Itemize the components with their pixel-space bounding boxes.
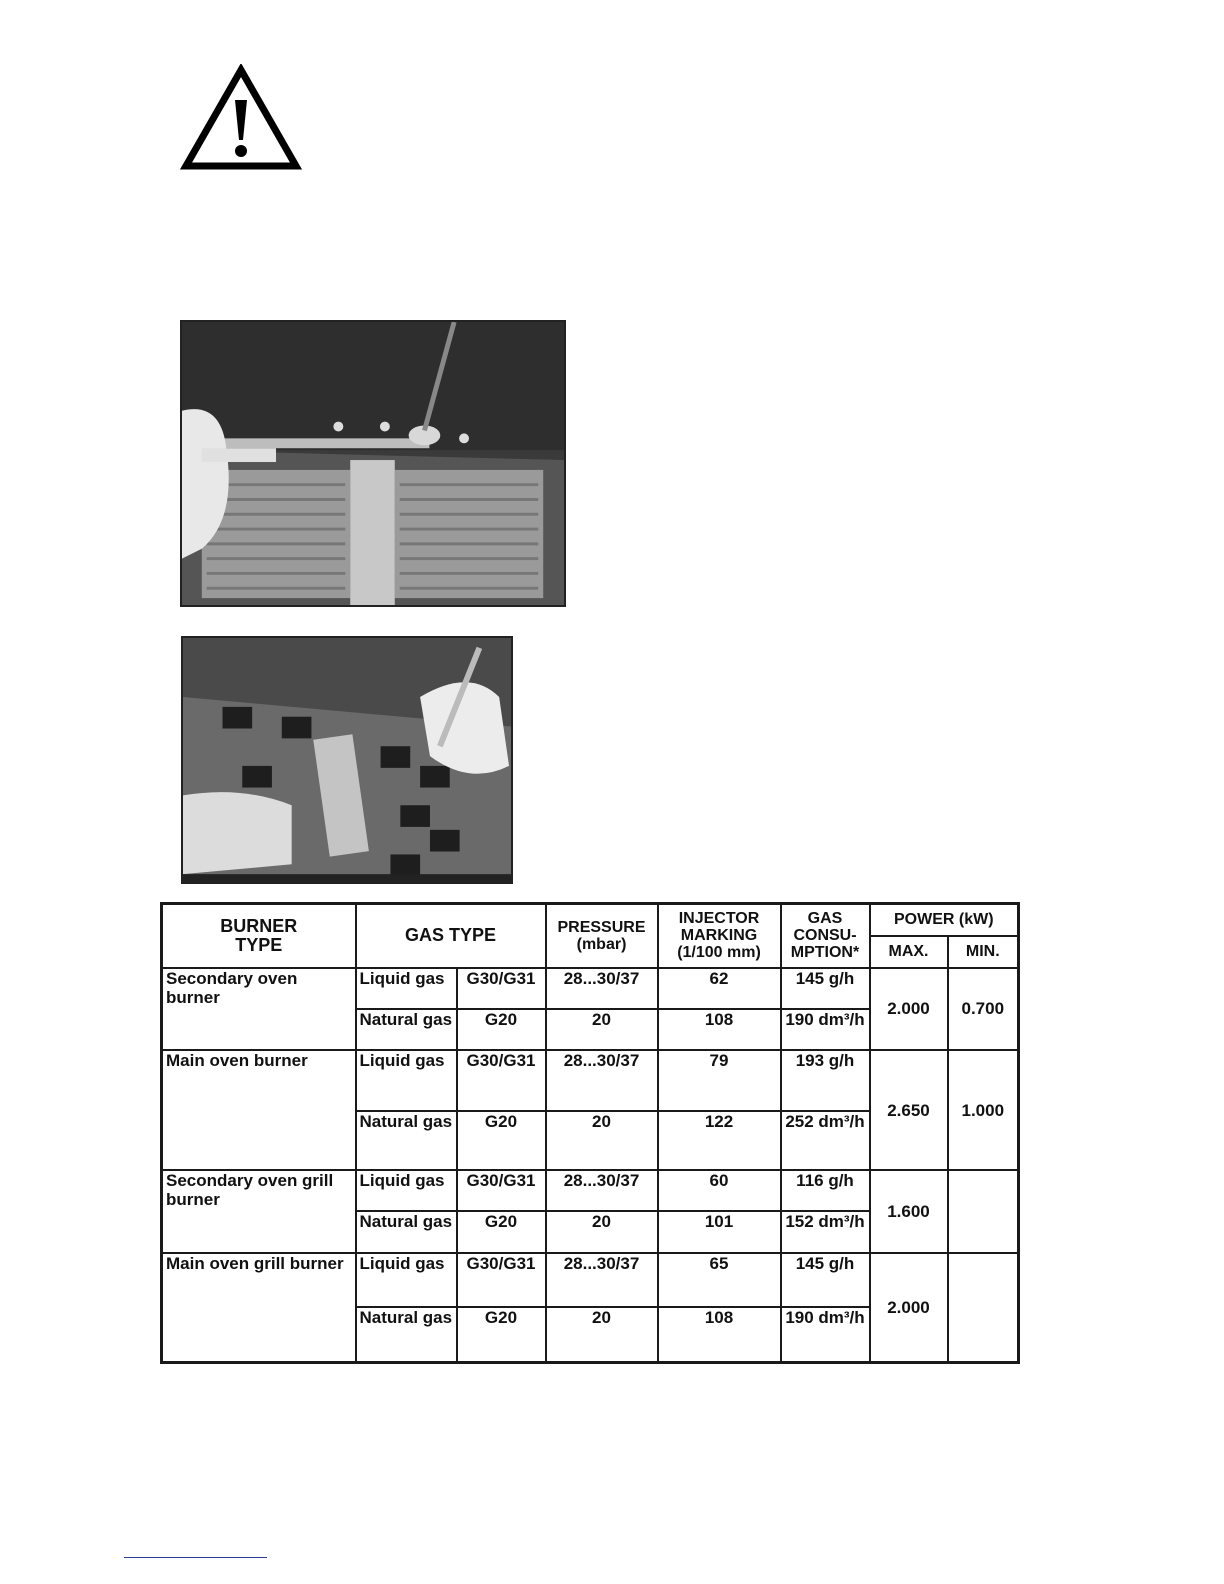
footnote-divider (124, 1557, 267, 1558)
gas-code-cell: G20 (457, 1009, 546, 1050)
pressure-cell: 20 (546, 1009, 658, 1050)
burner-type-cell: Secondary oven grill burner (162, 1170, 356, 1253)
power-min-cell (948, 1170, 1019, 1253)
consumption-cell: 190 dm³/h (781, 1307, 870, 1362)
injector-cell: 60 (658, 1170, 781, 1211)
injector-cell: 101 (658, 1211, 781, 1252)
gas-code-cell: G30/G31 (457, 968, 546, 1009)
gas-name-cell: Liquid gas (356, 1170, 457, 1211)
gas-name-cell: Natural gas (356, 1211, 457, 1252)
burner-type-cell: Main oven grill burner (162, 1253, 356, 1363)
injector-cell: 108 (658, 1009, 781, 1050)
power-max-cell: 2.000 (870, 968, 948, 1051)
gas-name-cell: Natural gas (356, 1307, 457, 1362)
gas-name-cell: Natural gas (356, 1009, 457, 1050)
table-row (162, 1170, 1019, 1211)
gas-name-cell: Liquid gas (356, 1253, 457, 1307)
header-gas-consumption: GAS CONSU- MPTION* (781, 904, 870, 968)
injector-cell: 62 (658, 968, 781, 1009)
gas-code-cell: G30/G31 (457, 1170, 546, 1211)
consumption-cell: 252 dm³/h (781, 1111, 870, 1170)
header-gas-type: GAS TYPE (356, 904, 546, 968)
burner-type-cell: Main oven burner (162, 1050, 356, 1170)
consumption-cell: 145 g/h (781, 1253, 870, 1307)
gas-code-cell: G30/G31 (457, 1050, 546, 1110)
header-burner-type: BURNER TYPE (162, 904, 356, 968)
header-power: POWER (kW) (870, 904, 1019, 936)
gas-code-cell: G30/G31 (457, 1253, 546, 1307)
gas-name-cell: Natural gas (356, 1111, 457, 1170)
photo-injector-removal-secondary (180, 320, 566, 607)
power-max-cell: 1.600 (870, 1170, 948, 1253)
pressure-cell: 28...30/37 (546, 1170, 658, 1211)
gas-code-cell: G20 (457, 1307, 546, 1362)
consumption-cell: 152 dm³/h (781, 1211, 870, 1252)
header-pressure: PRESSURE (mbar) (546, 904, 658, 968)
header-power-min: MIN. (948, 936, 1019, 968)
table-row (162, 968, 1019, 1009)
power-min-cell: 0.700 (948, 968, 1019, 1051)
pressure-cell: 20 (546, 1211, 658, 1252)
table-row (162, 1050, 1019, 1110)
warning-triangle-icon (180, 64, 302, 172)
pressure-cell: 28...30/37 (546, 1253, 658, 1307)
pressure-cell: 20 (546, 1307, 658, 1362)
consumption-cell: 193 g/h (781, 1050, 870, 1110)
injector-cell: 65 (658, 1253, 781, 1307)
power-max-cell: 2.650 (870, 1050, 948, 1170)
gas-code-cell: G20 (457, 1111, 546, 1170)
pressure-cell: 28...30/37 (546, 968, 658, 1009)
injector-cell: 122 (658, 1111, 781, 1170)
header-power-max: MAX. (870, 936, 948, 968)
power-min-cell: 1.000 (948, 1050, 1019, 1170)
consumption-cell: 190 dm³/h (781, 1009, 870, 1050)
gas-code-cell: G20 (457, 1211, 546, 1252)
pressure-cell: 28...30/37 (546, 1050, 658, 1110)
consumption-cell: 116 g/h (781, 1170, 870, 1211)
injector-cell: 108 (658, 1307, 781, 1362)
burner-type-cell: Secondary oven burner (162, 968, 356, 1051)
header-injector-marking: INJECTOR MARKING (1/100 mm) (658, 904, 781, 968)
power-max-cell: 2.000 (870, 1253, 948, 1363)
table-row (162, 1253, 1019, 1307)
gas-name-cell: Liquid gas (356, 1050, 457, 1110)
injector-cell: 79 (658, 1050, 781, 1110)
photo-injector-removal-main (181, 636, 513, 884)
gas-name-cell: Liquid gas (356, 968, 457, 1009)
consumption-cell: 145 g/h (781, 968, 870, 1009)
pressure-cell: 20 (546, 1111, 658, 1170)
power-min-cell (948, 1253, 1019, 1363)
gas-specification-table (160, 902, 1020, 1364)
